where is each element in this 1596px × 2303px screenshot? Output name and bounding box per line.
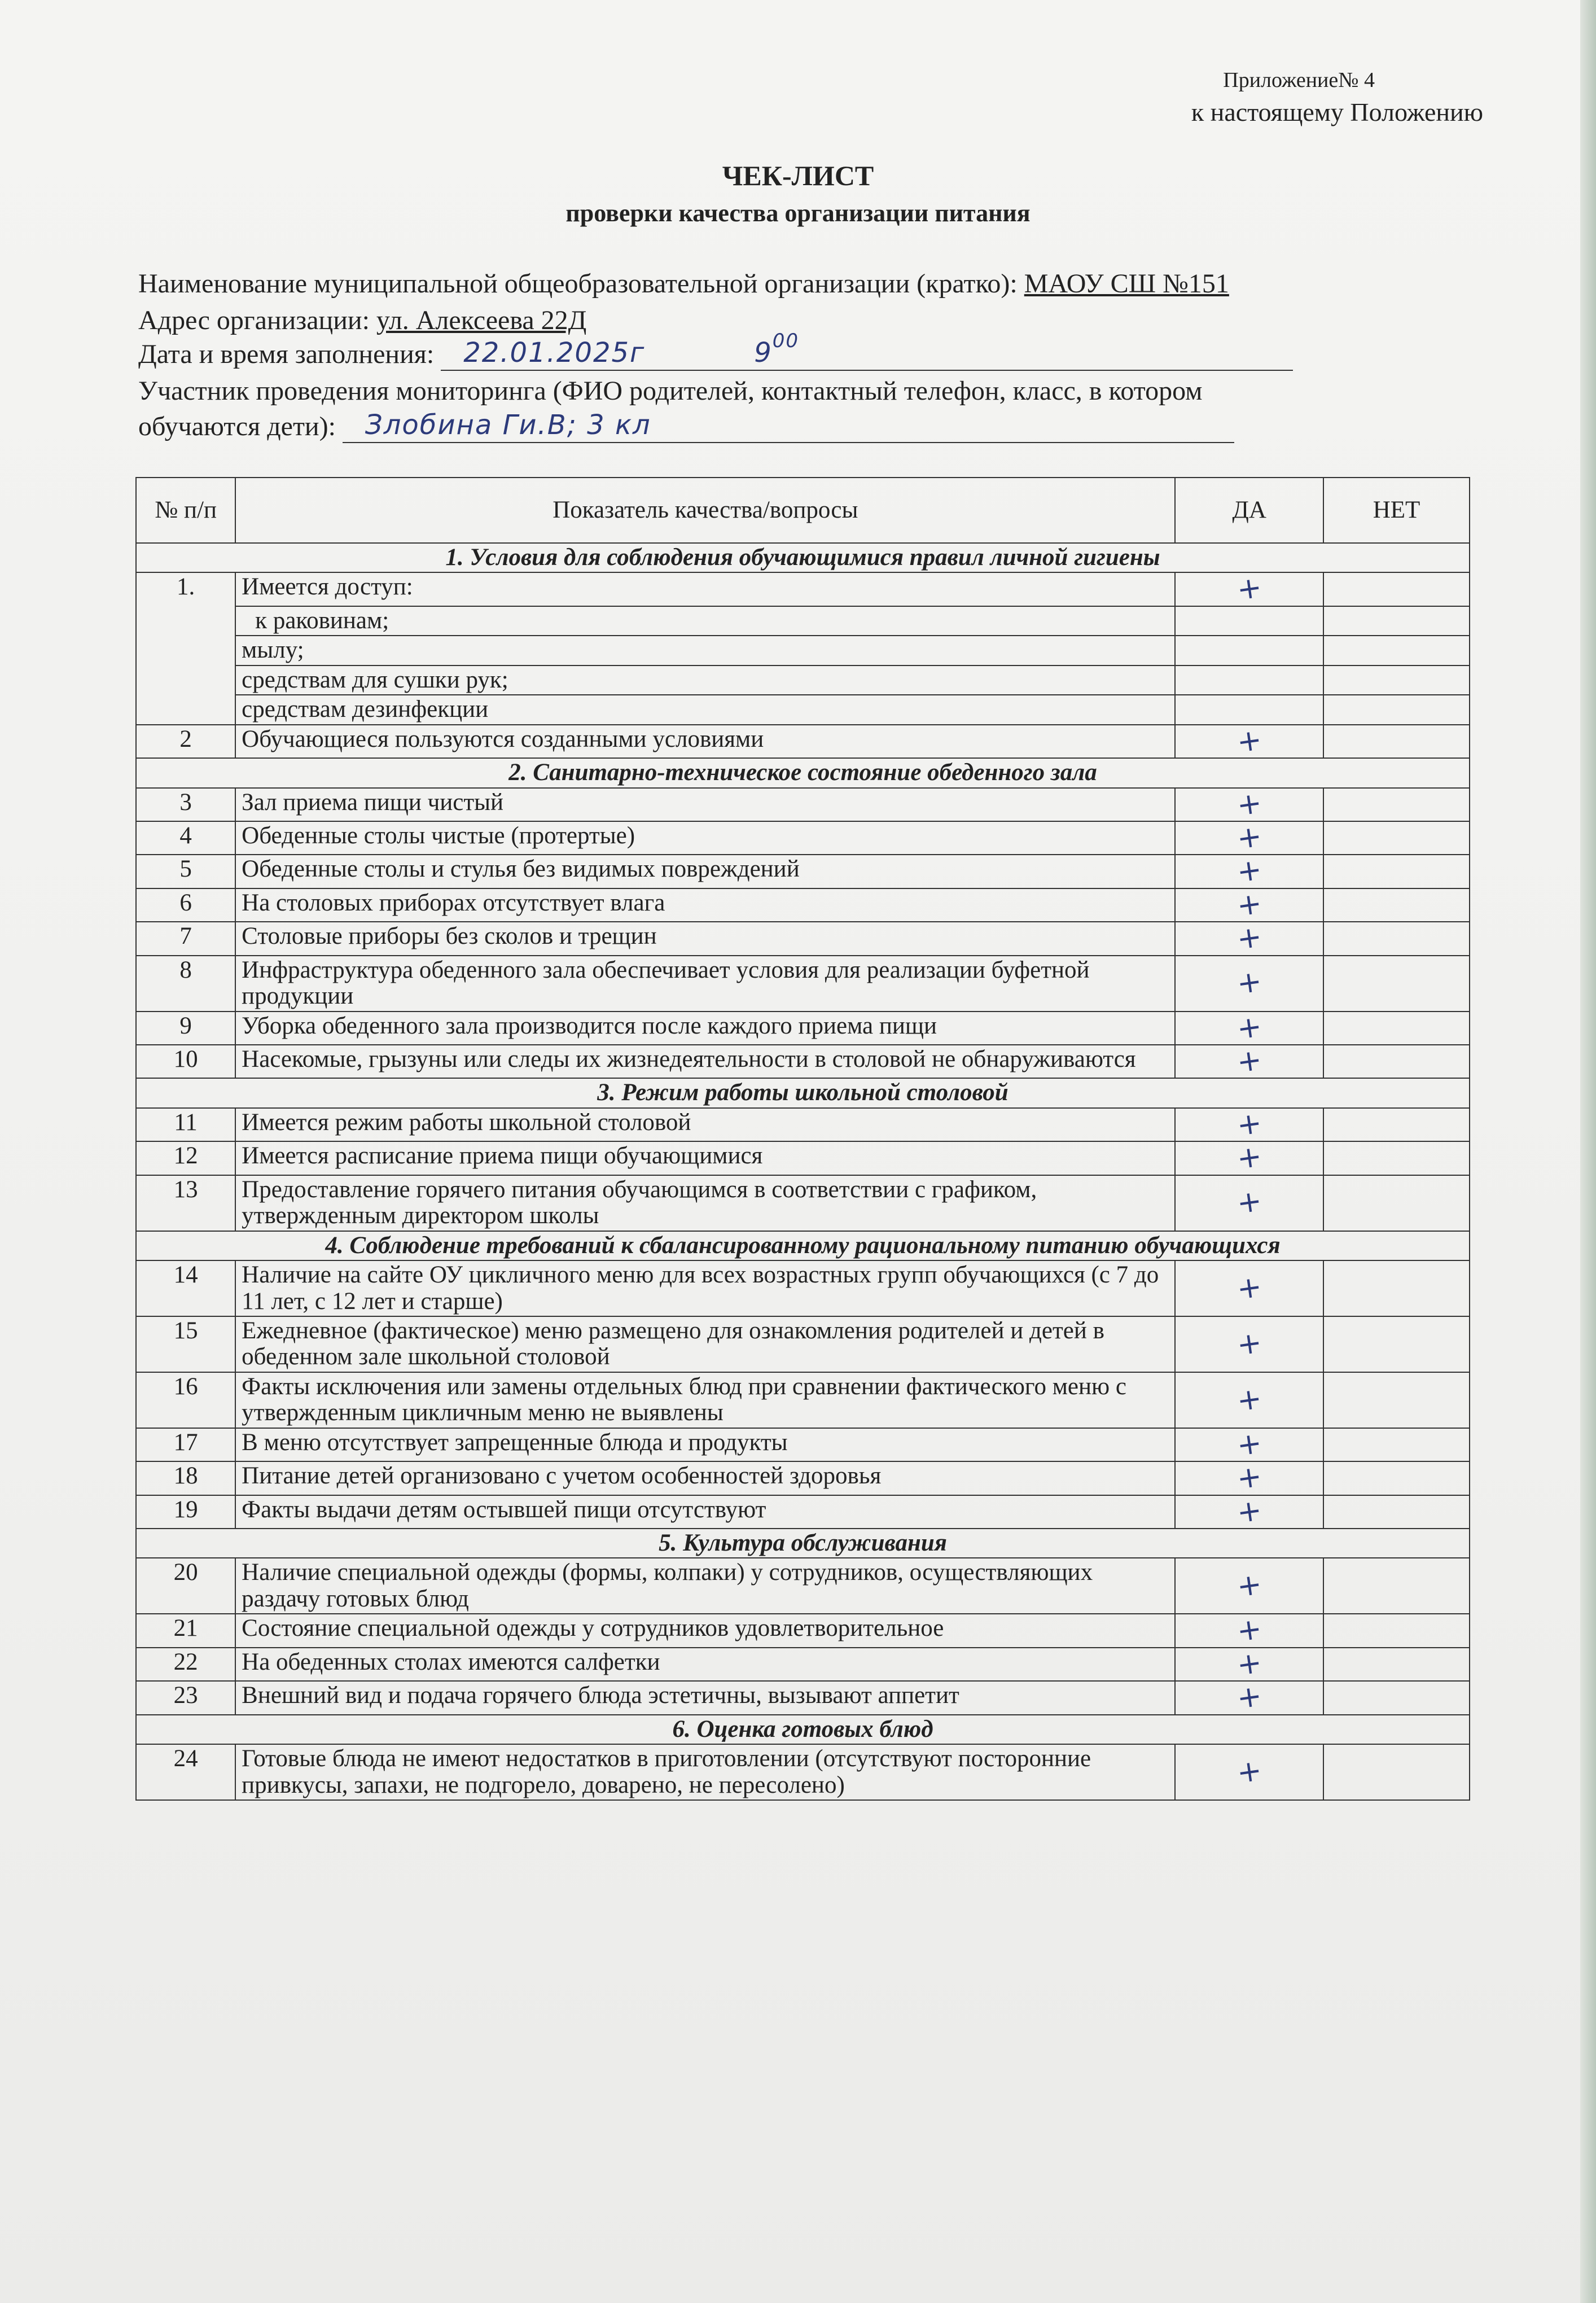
no-cell[interactable]	[1323, 606, 1470, 636]
row-number: 23	[136, 1681, 235, 1714]
row-number: 2	[136, 725, 235, 758]
yes-mark: +	[1234, 1679, 1264, 1716]
table-row	[136, 788, 1470, 821]
time-handwritten	[754, 330, 800, 369]
row-question: Обеденные столы чистые (протертые)	[235, 821, 1175, 855]
no-cell[interactable]	[1323, 1428, 1470, 1461]
org-name-value: МАОУ СШ №151	[1024, 269, 1229, 299]
yes-cell[interactable]	[1175, 1372, 1323, 1428]
no-cell[interactable]	[1323, 1495, 1470, 1529]
yes-cell[interactable]	[1175, 956, 1323, 1012]
yes-cell[interactable]	[1175, 572, 1323, 606]
no-cell[interactable]	[1323, 572, 1470, 606]
table-row	[136, 1461, 1470, 1495]
row-question: мылу;	[235, 636, 1175, 665]
yes-mark: +	[1234, 1425, 1264, 1463]
table-row	[136, 1744, 1470, 1800]
participant-line-1: Участник проведения мониторинга (ФИО родителей, контактный телефон, класс, в котором	[138, 376, 1203, 406]
section-title: 6. Оценка готовых блюд	[136, 1715, 1470, 1744]
table-row	[136, 1558, 1470, 1614]
no-cell[interactable]	[1323, 1558, 1470, 1614]
yes-mark: +	[1234, 1459, 1264, 1496]
table-row	[136, 1614, 1470, 1647]
yes-cell[interactable]	[1175, 1009, 1323, 1047]
row-number: 22	[136, 1648, 235, 1681]
yes-mark: +	[1234, 1139, 1264, 1177]
table-row	[136, 1648, 1470, 1681]
row-question: В меню отсутствует запрещенные блюда и продукты	[235, 1428, 1175, 1461]
no-cell[interactable]	[1323, 695, 1470, 724]
row-question: Питание детей организовано с учетом особенностей здоровья	[235, 1461, 1175, 1495]
section-row	[136, 758, 1470, 787]
yes-mark: +	[1234, 1009, 1264, 1047]
section-title: 5. Культура обслуживания	[136, 1529, 1470, 1558]
document-subtitle: проверки качества организации питания	[565, 199, 1031, 227]
section-row	[136, 1078, 1470, 1107]
address-line	[138, 305, 586, 336]
table-row	[136, 821, 1470, 855]
row-number: 1.	[136, 572, 235, 724]
table-row	[136, 1316, 1470, 1372]
no-cell[interactable]	[1323, 821, 1470, 855]
yes-cell[interactable]	[1175, 1558, 1323, 1614]
no-cell[interactable]	[1323, 1175, 1470, 1231]
row-question: На обеденных столах имеются салфетки	[235, 1648, 1175, 1681]
yes-cell[interactable]	[1175, 1461, 1323, 1495]
page-edge-background	[1580, 0, 1596, 2303]
table-row	[136, 572, 1470, 606]
participant-line-2	[138, 411, 1234, 443]
row-number: 12	[136, 1141, 235, 1175]
table-row	[136, 1141, 1470, 1175]
yes-mark: +	[1234, 1184, 1264, 1221]
no-cell[interactable]	[1323, 1681, 1470, 1714]
yes-cell[interactable]	[1175, 1681, 1323, 1714]
no-cell[interactable]	[1323, 636, 1470, 665]
row-number: 14	[136, 1260, 235, 1316]
yes-mark: +	[1234, 785, 1264, 823]
date-handwritten: 22.01.2025г	[463, 337, 646, 369]
address-label: Адрес организации:	[138, 305, 376, 335]
date-line	[138, 330, 1293, 371]
yes-mark: +	[1234, 1492, 1264, 1530]
yes-cell[interactable]	[1175, 695, 1323, 724]
no-cell[interactable]	[1323, 1141, 1470, 1175]
no-cell[interactable]	[1323, 855, 1470, 888]
section-row	[136, 1529, 1470, 1558]
no-cell[interactable]	[1323, 1012, 1470, 1045]
section-title: 3. Режим работы школьной столовой	[136, 1078, 1470, 1107]
yes-mark: +	[1234, 570, 1264, 608]
yes-cell[interactable]	[1175, 1045, 1323, 1078]
yes-mark: +	[1234, 852, 1264, 890]
header-question: Показатель качества/вопросы	[235, 478, 1175, 543]
yes-cell[interactable]	[1175, 606, 1323, 636]
yes-cell[interactable]	[1175, 888, 1323, 922]
section-row	[136, 1715, 1470, 1744]
no-cell[interactable]	[1323, 922, 1470, 955]
appendix-subtitle: к настоящему Положению	[1191, 98, 1483, 126]
org-name-label: Наименование муниципальной общеобразовательной организации (кратко):	[138, 269, 1024, 299]
row-question: Ежедневное (фактическое) меню размещено для ознакомления родителей и детей в обеденном зале школьной столовой	[235, 1316, 1175, 1372]
header-yes: ДА	[1175, 478, 1323, 543]
header-no: НЕТ	[1323, 478, 1470, 543]
table-row	[136, 695, 1470, 724]
row-question: Готовые блюда не имеют недостатков в приготовлении (отсутствуют посторонние привкусы, запахи, не подгорело, доварено, не пересолено)	[235, 1744, 1175, 1800]
row-number: 17	[136, 1428, 235, 1461]
yes-mark: +	[1234, 1753, 1264, 1790]
table-row	[136, 1045, 1470, 1078]
yes-cell[interactable]	[1175, 722, 1323, 760]
org-name-line	[138, 268, 1229, 299]
no-cell[interactable]	[1323, 1260, 1470, 1316]
yes-cell[interactable]	[1175, 1260, 1323, 1316]
table-row	[136, 855, 1470, 888]
row-number: 3	[136, 788, 235, 821]
checklist-table	[135, 477, 1470, 1801]
no-cell[interactable]	[1323, 725, 1470, 758]
yes-mark: +	[1234, 1612, 1264, 1649]
yes-cell[interactable]	[1175, 1492, 1323, 1530]
yes-mark: +	[1234, 920, 1264, 957]
participant-handwritten: Злобина Ги.В; 3 кл	[365, 409, 651, 441]
row-question: Столовые приборы без сколов и трещин	[235, 922, 1175, 955]
no-cell[interactable]	[1323, 1108, 1470, 1141]
row-question: Обеденные столы и стулья без видимых повреждений	[235, 855, 1175, 888]
table-row	[136, 1175, 1470, 1231]
yes-mark: +	[1234, 1567, 1264, 1604]
header-num: № п/п	[136, 478, 235, 543]
yes-cell[interactable]	[1175, 1614, 1323, 1647]
row-number: 11	[136, 1108, 235, 1141]
yes-cell[interactable]	[1175, 1744, 1323, 1800]
row-number: 5	[136, 855, 235, 888]
row-question: Обучающиеся пользуются созданными условиями	[235, 725, 1175, 758]
yes-mark: +	[1234, 1325, 1264, 1363]
section-title: 1. Условия для соблюдения обучающимися правил личной гигиены	[136, 543, 1470, 572]
yes-cell[interactable]	[1175, 821, 1323, 855]
yes-cell[interactable]	[1175, 636, 1323, 665]
yes-cell[interactable]	[1175, 1108, 1323, 1141]
row-question: Зал приема пищи чистый	[235, 788, 1175, 821]
no-cell[interactable]	[1323, 665, 1470, 695]
time-minutes: 00	[772, 330, 800, 352]
table-row	[136, 1428, 1470, 1461]
participant-label: обучаются дети):	[138, 411, 343, 441]
table-row	[136, 956, 1470, 1012]
row-question: Имеется режим работы школьной столовой	[235, 1108, 1175, 1141]
time-hour: 9	[754, 337, 773, 369]
table-row	[136, 1108, 1470, 1141]
row-question: Имеется доступ:	[235, 572, 1175, 606]
row-question: Уборка обеденного зала производится после каждого приема пищи	[235, 1012, 1175, 1045]
table-header-row	[136, 478, 1470, 543]
no-cell[interactable]	[1323, 888, 1470, 922]
no-cell[interactable]	[1323, 1614, 1470, 1647]
row-number: 20	[136, 1558, 235, 1614]
no-cell[interactable]	[1323, 1648, 1470, 1681]
yes-mark: +	[1234, 1106, 1264, 1143]
row-question: Факты исключения или замены отдельных блюд при сравнении фактического меню с утвержденным цикличным меню не выявлены	[235, 1372, 1175, 1428]
row-question: На столовых приборах отсутствует влага	[235, 888, 1175, 922]
table-row	[136, 1260, 1470, 1316]
row-question: средствам для сушки рук;	[235, 665, 1175, 695]
yes-cell[interactable]	[1175, 665, 1323, 695]
row-question: Предоставление горячего питания обучающимся в соответствии с графиком, утвержденным директором школы	[235, 1175, 1175, 1231]
yes-cell[interactable]	[1175, 1425, 1323, 1463]
yes-cell[interactable]	[1175, 1645, 1323, 1683]
section-title: 2. Санитарно-техническое состояние обеденного зала	[136, 758, 1470, 787]
table-row	[136, 922, 1470, 955]
no-cell[interactable]	[1323, 1372, 1470, 1428]
yes-cell[interactable]	[1175, 1141, 1323, 1175]
row-number: 6	[136, 888, 235, 922]
date-label: Дата и время заполнения:	[138, 339, 441, 369]
row-question: Состояние специальной одежды у сотрудников удовлетворительное	[235, 1614, 1175, 1647]
row-number: 10	[136, 1045, 235, 1078]
row-number: 19	[136, 1495, 235, 1529]
yes-cell[interactable]	[1175, 1316, 1323, 1372]
row-question: Внешний вид и подача горячего блюда эстетичны, вызывают аппетит	[235, 1681, 1175, 1714]
section-row	[136, 1231, 1470, 1260]
appendix-label: Приложение№ 4	[1223, 68, 1375, 92]
table-row	[136, 1681, 1470, 1714]
yes-mark: +	[1234, 1269, 1264, 1307]
yes-mark: +	[1234, 886, 1264, 923]
yes-cell[interactable]	[1175, 922, 1323, 955]
no-cell[interactable]	[1323, 1744, 1470, 1800]
table-row	[136, 1495, 1470, 1529]
row-question: Наличие специальной одежды (формы, колпаки) у сотрудников, осуществляющих раздачу готовых блюд	[235, 1558, 1175, 1614]
no-cell[interactable]	[1323, 1461, 1470, 1495]
table-row	[136, 1012, 1470, 1045]
yes-cell[interactable]	[1175, 852, 1323, 890]
yes-mark: +	[1234, 819, 1264, 856]
yes-mark: +	[1234, 1381, 1264, 1418]
row-question: Имеется расписание приема пищи обучающимися	[235, 1141, 1175, 1175]
table-row	[136, 636, 1470, 665]
table-row	[136, 888, 1470, 922]
row-number: 7	[136, 922, 235, 955]
table-row	[136, 1372, 1470, 1428]
row-number: 9	[136, 1012, 235, 1045]
address-value: ул. Алексеева 22Д	[376, 305, 587, 335]
row-question: Наличие на сайте ОУ цикличного меню для всех возрастных групп обучающихся (с 7 до 11 лет, с 12 лет и старше)	[235, 1260, 1175, 1316]
table-row	[136, 606, 1470, 636]
row-question: Факты выдачи детям остывшей пищи отсутствуют	[235, 1495, 1175, 1529]
participant-blank	[343, 411, 1234, 443]
table-row	[136, 665, 1470, 695]
row-question: Насекомые, грызуны или следы их жизнедеятельности в столовой не обнаруживаются	[235, 1045, 1175, 1078]
section-title: 4. Соблюдение требований к сбалансированному рациональному питанию обучающихся	[136, 1231, 1470, 1260]
row-number: 15	[136, 1316, 235, 1372]
row-question: к раковинам;	[235, 606, 1175, 636]
table-row	[136, 725, 1470, 758]
no-cell[interactable]	[1323, 956, 1470, 1012]
yes-mark: +	[1234, 1645, 1264, 1683]
document-title: ЧЕК-ЛИСТ	[722, 160, 874, 191]
row-number: 4	[136, 821, 235, 855]
no-cell[interactable]	[1323, 1045, 1470, 1078]
row-question: Инфраструктура обеденного зала обеспечивает условия для реализации буфетной продукции	[235, 956, 1175, 1012]
no-cell[interactable]	[1323, 788, 1470, 821]
yes-cell[interactable]	[1175, 785, 1323, 823]
row-number: 16	[136, 1372, 235, 1428]
row-question: средствам дезинфекции	[235, 695, 1175, 724]
row-number: 21	[136, 1614, 235, 1647]
yes-cell[interactable]	[1175, 1175, 1323, 1231]
row-number: 24	[136, 1744, 235, 1800]
yes-mark: +	[1234, 1043, 1264, 1080]
yes-mark: +	[1234, 722, 1264, 760]
row-number: 13	[136, 1175, 235, 1231]
section-row	[136, 543, 1470, 572]
yes-mark: +	[1234, 964, 1264, 1002]
row-number: 18	[136, 1461, 235, 1495]
row-number: 8	[136, 956, 235, 1012]
date-blank	[441, 330, 1293, 371]
no-cell[interactable]	[1323, 1316, 1470, 1372]
